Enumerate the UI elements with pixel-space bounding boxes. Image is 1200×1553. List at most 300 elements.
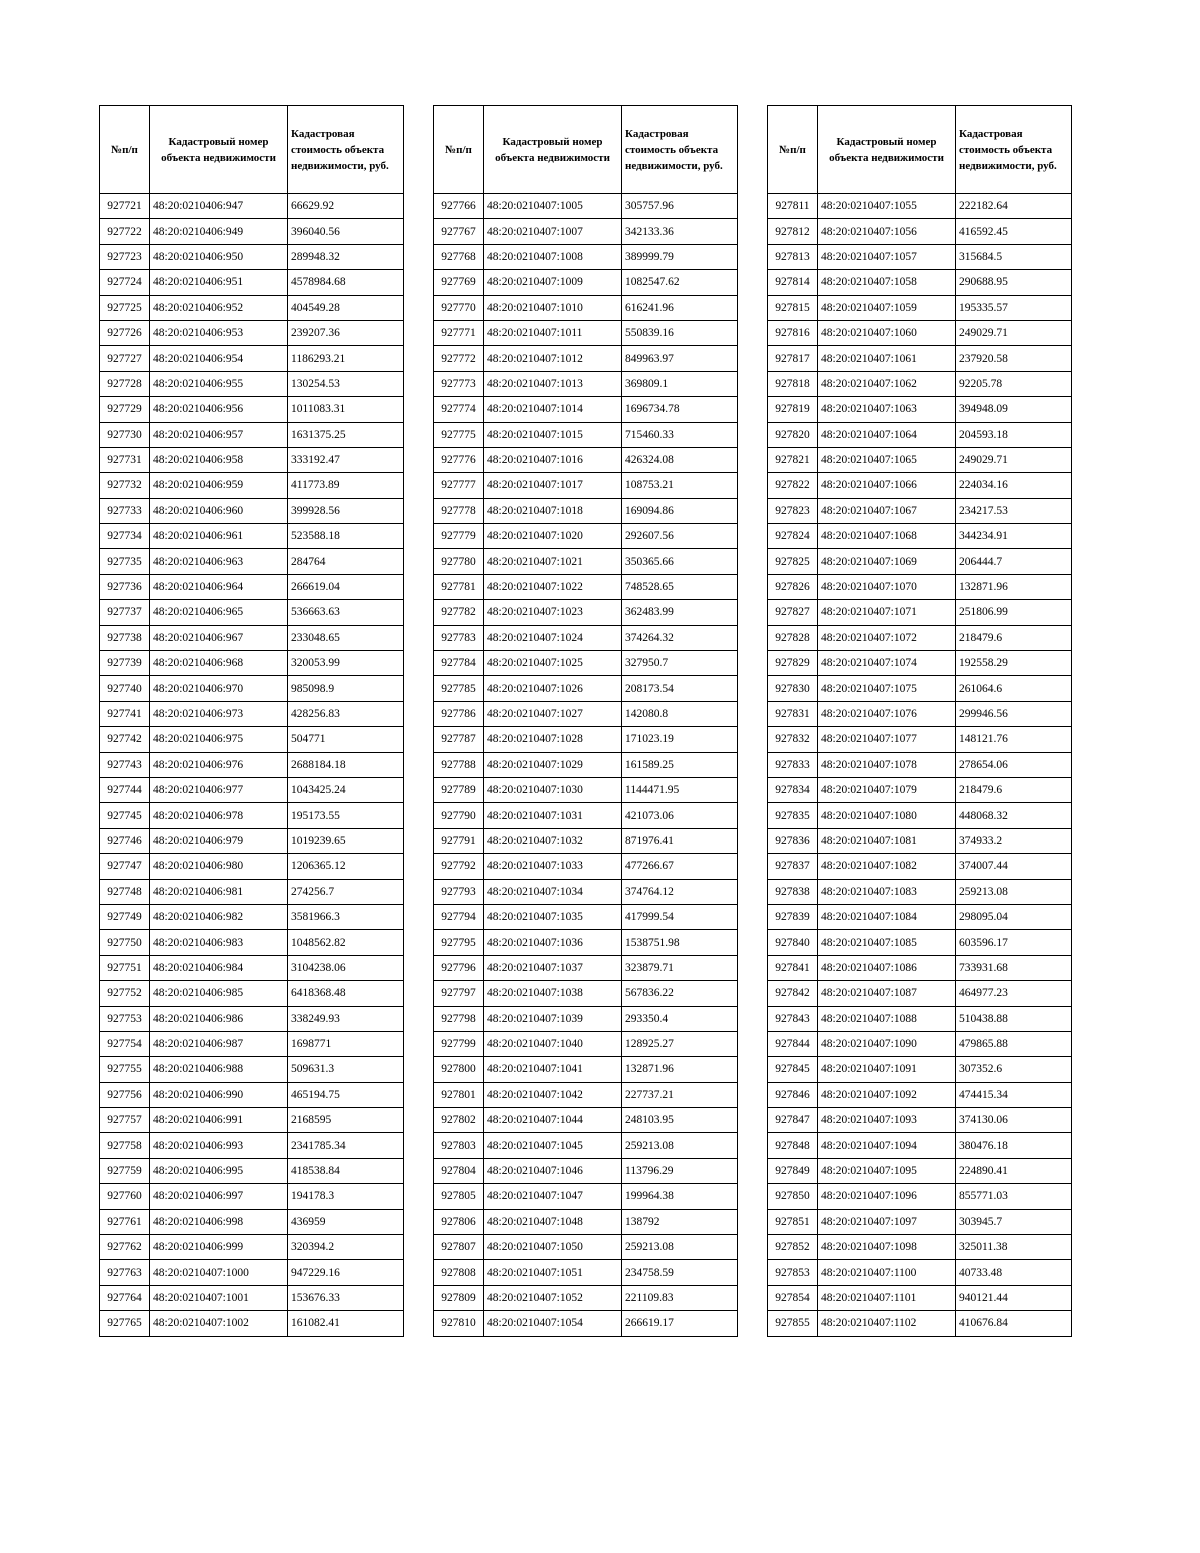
table-row [434,625,738,650]
cadastral-value-cell: 411773.89 [288,473,404,498]
table-row [100,320,404,345]
table-row [434,498,738,523]
row-number-cell: 927723 [100,244,150,269]
table-row [434,727,738,752]
cadastral-number-cell: 48:20:0210407:1063 [818,397,956,422]
cadastral-value-cell: 426324.08 [622,447,738,472]
cadastral-number-cell: 48:20:0210406:995 [150,1158,288,1183]
table-row [434,1006,738,1031]
table-row [768,727,1072,752]
cadastral-number-cell: 48:20:0210407:1069 [818,549,956,574]
table-row [768,1285,1072,1310]
cadastral-number-cell: 48:20:0210407:1090 [818,1031,956,1056]
cadastral-number-cell: 48:20:0210406:959 [150,473,288,498]
table-row [100,397,404,422]
cadastral-value-cell: 320053.99 [288,651,404,676]
cadastral-number-cell: 48:20:0210407:1022 [484,574,622,599]
cadastral-number-cell: 48:20:0210407:1093 [818,1108,956,1133]
cadastral-value-cell: 2341785.34 [288,1133,404,1158]
header-cadastral-number: Кадастровый номер объекта недвижимости [818,106,956,194]
row-number-cell: 927838 [768,879,818,904]
cadastral-number-cell: 48:20:0210406:981 [150,879,288,904]
cadastral-value-cell: 1696734.78 [622,397,738,422]
cadastral-number-cell: 48:20:0210407:1044 [484,1108,622,1133]
cadastral-number-cell: 48:20:0210407:1097 [818,1209,956,1234]
table-row [434,1235,738,1260]
table-row [768,1108,1072,1133]
cadastral-number-cell: 48:20:0210406:978 [150,803,288,828]
row-number-cell: 927819 [768,397,818,422]
cadastral-value-cell: 206444.7 [956,549,1072,574]
cadastral-value-cell: 199964.38 [622,1184,738,1209]
cadastral-value-cell: 204593.18 [956,422,1072,447]
row-number-cell: 927768 [434,244,484,269]
cadastral-value-cell: 4578984.68 [288,270,404,295]
table-row [100,1209,404,1234]
cadastral-number-cell: 48:20:0210407:1095 [818,1158,956,1183]
table-row [100,346,404,371]
cadastral-number-cell: 48:20:0210407:1066 [818,473,956,498]
table-row [100,600,404,625]
cadastral-number-cell: 48:20:0210407:1070 [818,574,956,599]
cadastral-number-cell: 48:20:0210407:1051 [484,1260,622,1285]
cadastral-value-cell: 849963.97 [622,346,738,371]
table-row [100,1057,404,1082]
row-number-cell: 927738 [100,625,150,650]
cadastral-number-cell: 48:20:0210406:958 [150,447,288,472]
header-cadastral-number: Кадастровый номер объекта недвижимости [150,106,288,194]
table-row [768,600,1072,625]
row-number-cell: 927830 [768,676,818,701]
cadastral-number-cell: 48:20:0210407:1094 [818,1133,956,1158]
cadastral-value-cell: 2688184.18 [288,752,404,777]
table-row [768,828,1072,853]
cadastral-value-cell: 153676.33 [288,1285,404,1310]
cadastral-number-cell: 48:20:0210406:951 [150,270,288,295]
cadastral-value-cell: 66629.92 [288,194,404,219]
row-number-cell: 927820 [768,422,818,447]
cadastral-number-cell: 48:20:0210407:1023 [484,600,622,625]
cadastral-value-cell: 290688.95 [956,270,1072,295]
cadastral-number-cell: 48:20:0210407:1081 [818,828,956,853]
cadastral-value-cell: 504771 [288,727,404,752]
row-number-cell: 927782 [434,600,484,625]
row-number-cell: 927747 [100,854,150,879]
row-number-cell: 927808 [434,1260,484,1285]
row-number-cell: 927743 [100,752,150,777]
table-row [768,1057,1072,1082]
cadastral-number-cell: 48:20:0210407:1027 [484,701,622,726]
cadastral-value-cell: 128925.27 [622,1031,738,1056]
table-row [100,727,404,752]
table-row [434,651,738,676]
table-row [100,524,404,549]
table-row [768,1031,1072,1056]
cadastral-number-cell: 48:20:0210407:1037 [484,955,622,980]
cadastral-value-cell: 237920.58 [956,346,1072,371]
cadastral-number-cell: 48:20:0210406:964 [150,574,288,599]
table-row [434,574,738,599]
cadastral-number-cell: 48:20:0210406:965 [150,600,288,625]
cadastral-value-cell: 161589.25 [622,752,738,777]
cadastral-value-cell: 130254.53 [288,371,404,396]
cadastral-number-cell: 48:20:0210407:1096 [818,1184,956,1209]
cadastral-number-cell: 48:20:0210407:1036 [484,930,622,955]
cadastral-number-cell: 48:20:0210406:997 [150,1184,288,1209]
table-row [434,1184,738,1209]
table-row [100,574,404,599]
cadastral-number-cell: 48:20:0210407:1075 [818,676,956,701]
cadastral-value-cell: 947229.16 [288,1260,404,1285]
cadastral-number-cell: 48:20:0210407:1091 [818,1057,956,1082]
table-row [434,1209,738,1234]
cadastral-value-cell: 940121.44 [956,1285,1072,1310]
cadastral-value-cell: 374264.32 [622,625,738,650]
cadastral-value-cell: 417999.54 [622,904,738,929]
row-number-cell: 927813 [768,244,818,269]
cadastral-number-cell: 48:20:0210407:1013 [484,371,622,396]
table-row [100,219,404,244]
table-row [768,473,1072,498]
cadastral-number-cell: 48:20:0210407:1028 [484,727,622,752]
cadastral-number-cell: 48:20:0210407:1058 [818,270,956,295]
row-number-cell: 927788 [434,752,484,777]
header-row-number: №п/п [768,106,818,194]
table-row [768,625,1072,650]
table-row [434,295,738,320]
cadastral-number-cell: 48:20:0210407:1017 [484,473,622,498]
cadastral-number-cell: 48:20:0210407:1009 [484,270,622,295]
row-number-cell: 927764 [100,1285,150,1310]
cadastral-value-cell: 249029.71 [956,320,1072,345]
table-row [434,701,738,726]
cadastral-value-cell: 266619.04 [288,574,404,599]
cadastral-value-cell: 325011.38 [956,1235,1072,1260]
cadastral-value-cell: 192558.29 [956,651,1072,676]
header-row-number: №п/п [100,106,150,194]
cadastral-number-cell: 48:20:0210407:1056 [818,219,956,244]
cadastral-value-cell: 284764 [288,549,404,574]
table-row [434,1031,738,1056]
row-number-cell: 927848 [768,1133,818,1158]
row-number-cell: 927805 [434,1184,484,1209]
table-row [768,930,1072,955]
cadastral-number-cell: 48:20:0210407:1021 [484,549,622,574]
table-row [768,397,1072,422]
cadastral-value-cell: 410676.84 [956,1311,1072,1336]
cadastral-number-cell: 48:20:0210407:1086 [818,955,956,980]
cadastral-number-cell: 48:20:0210406:953 [150,320,288,345]
table-row [768,549,1072,574]
table-row [768,1311,1072,1336]
row-number-cell: 927771 [434,320,484,345]
table-row [100,930,404,955]
row-number-cell: 927807 [434,1235,484,1260]
row-number-cell: 927726 [100,320,150,345]
table-row [100,752,404,777]
row-number-cell: 927790 [434,803,484,828]
cadastral-number-cell: 48:20:0210406:950 [150,244,288,269]
cadastral-number-cell: 48:20:0210406:963 [150,549,288,574]
cadastral-value-cell: 222182.64 [956,194,1072,219]
cadastral-value-cell: 234217.53 [956,498,1072,523]
table-row [434,371,738,396]
cadastral-number-cell: 48:20:0210407:1061 [818,346,956,371]
cadastral-number-cell: 48:20:0210407:1041 [484,1057,622,1082]
cadastral-number-cell: 48:20:0210407:1007 [484,219,622,244]
cadastral-value-cell: 509631.3 [288,1057,404,1082]
table-row [434,1285,738,1310]
cadastral-value-cell: 194178.3 [288,1184,404,1209]
table-row [434,320,738,345]
cadastral-value-cell: 224034.16 [956,473,1072,498]
table-row [100,955,404,980]
table-row [768,777,1072,802]
row-number-cell: 927814 [768,270,818,295]
row-number-cell: 927825 [768,549,818,574]
table-row [100,194,404,219]
row-number-cell: 927756 [100,1082,150,1107]
cadastral-value-cell: 479865.88 [956,1031,1072,1056]
cadastral-value-cell: 567836.22 [622,981,738,1006]
cadastral-number-cell: 48:20:0210406:968 [150,651,288,676]
cadastral-value-cell: 374764.12 [622,879,738,904]
cadastral-number-cell: 48:20:0210407:1048 [484,1209,622,1234]
cadastral-value-cell: 299946.56 [956,701,1072,726]
row-number-cell: 927795 [434,930,484,955]
cadastral-value-cell: 616241.96 [622,295,738,320]
table-row [768,803,1072,828]
cadastral-value-cell: 1048562.82 [288,930,404,955]
table-row [434,1082,738,1107]
row-number-cell: 927812 [768,219,818,244]
row-number-cell: 927852 [768,1235,818,1260]
cadastral-number-cell: 48:20:0210407:1032 [484,828,622,853]
cadastral-number-cell: 48:20:0210407:1031 [484,803,622,828]
cadastral-value-cell: 113796.29 [622,1158,738,1183]
row-number-cell: 927842 [768,981,818,1006]
cadastral-number-cell: 48:20:0210407:1050 [484,1235,622,1260]
cadastral-number-cell: 48:20:0210406:954 [150,346,288,371]
table-row [434,930,738,955]
table-row [434,1158,738,1183]
cadastral-value-cell: 333192.47 [288,447,404,472]
cadastral-number-cell: 48:20:0210407:1101 [818,1285,956,1310]
row-number-cell: 927798 [434,1006,484,1031]
cadastral-number-cell: 48:20:0210406:979 [150,828,288,853]
cadastral-number-cell: 48:20:0210406:998 [150,1209,288,1234]
row-number-cell: 927746 [100,828,150,853]
cadastral-value-cell: 234758.59 [622,1260,738,1285]
row-number-cell: 927777 [434,473,484,498]
row-number-cell: 927733 [100,498,150,523]
table-row [768,194,1072,219]
row-number-cell: 927784 [434,651,484,676]
cadastral-number-cell: 48:20:0210407:1040 [484,1031,622,1056]
cadastral-number-cell: 48:20:0210407:1018 [484,498,622,523]
row-number-cell: 927780 [434,549,484,574]
row-number-cell: 927791 [434,828,484,853]
row-number-cell: 927758 [100,1133,150,1158]
table-row [768,854,1072,879]
cadastral-value-cell: 421073.06 [622,803,738,828]
cadastral-number-cell: 48:20:0210406:993 [150,1133,288,1158]
cadastral-number-cell: 48:20:0210406:975 [150,727,288,752]
cadastral-number-cell: 48:20:0210407:1045 [484,1133,622,1158]
table-row [434,777,738,802]
row-number-cell: 927817 [768,346,818,371]
table-row [768,422,1072,447]
row-number-cell: 927815 [768,295,818,320]
cadastral-number-cell: 48:20:0210406:999 [150,1235,288,1260]
table-row [768,371,1072,396]
table-row [100,904,404,929]
table-row [768,295,1072,320]
row-number-cell: 927851 [768,1209,818,1234]
row-number-cell: 927751 [100,955,150,980]
cadastral-value-cell: 142080.8 [622,701,738,726]
row-number-cell: 927793 [434,879,484,904]
cadastral-value-cell: 259213.08 [622,1133,738,1158]
table-row [768,1133,1072,1158]
cadastral-number-cell: 48:20:0210406:985 [150,981,288,1006]
cadastral-value-cell: 1698771 [288,1031,404,1056]
cadastral-number-cell: 48:20:0210406:955 [150,371,288,396]
table-row [100,777,404,802]
cadastral-value-cell: 510438.88 [956,1006,1072,1031]
cadastral-number-cell: 48:20:0210407:1098 [818,1235,956,1260]
cadastral-value-cell: 380476.18 [956,1133,1072,1158]
row-number-cell: 927806 [434,1209,484,1234]
table-row [100,1108,404,1133]
table-row [768,1184,1072,1209]
cadastral-number-cell: 48:20:0210407:1000 [150,1260,288,1285]
table-row [434,346,738,371]
cadastral-number-cell: 48:20:0210407:1029 [484,752,622,777]
table-row [768,955,1072,980]
table-row [434,803,738,828]
cadastral-value-cell: 1082547.62 [622,270,738,295]
row-number-cell: 927732 [100,473,150,498]
row-number-cell: 927846 [768,1082,818,1107]
cadastral-number-cell: 48:20:0210407:1001 [150,1285,288,1310]
table-row [434,955,738,980]
cadastral-number-cell: 48:20:0210406:977 [150,777,288,802]
row-number-cell: 927802 [434,1108,484,1133]
row-number-cell: 927779 [434,524,484,549]
cadastral-number-cell: 48:20:0210407:1062 [818,371,956,396]
row-number-cell: 927801 [434,1082,484,1107]
cadastral-value-cell: 132871.96 [622,1057,738,1082]
row-number-cell: 927762 [100,1235,150,1260]
cadastral-number-cell: 48:20:0210407:1092 [818,1082,956,1107]
cadastral-value-cell: 218479.6 [956,625,1072,650]
cadastral-value-cell: 3104238.06 [288,955,404,980]
row-number-cell: 927816 [768,320,818,345]
cadastral-number-cell: 48:20:0210407:1055 [818,194,956,219]
table-row [100,1006,404,1031]
cadastral-number-cell: 48:20:0210407:1102 [818,1311,956,1336]
row-number-cell: 927794 [434,904,484,929]
header-cadastral-value: Кадастровая стоимость объекта недвижимости, руб. [288,106,404,194]
cadastral-value-cell: 350365.66 [622,549,738,574]
cadastral-value-cell: 221109.83 [622,1285,738,1310]
table-row [768,904,1072,929]
table-row [100,701,404,726]
table-row [100,422,404,447]
cadastral-value-cell: 1043425.24 [288,777,404,802]
table-row [100,295,404,320]
cadastral-value-cell: 855771.03 [956,1184,1072,1209]
cadastral-number-cell: 48:20:0210407:1039 [484,1006,622,1031]
row-number-cell: 927773 [434,371,484,396]
table-row [434,473,738,498]
cadastral-number-cell: 48:20:0210406:970 [150,676,288,701]
cadastral-number-cell: 48:20:0210407:1087 [818,981,956,1006]
row-number-cell: 927834 [768,777,818,802]
cadastral-number-cell: 48:20:0210406:982 [150,904,288,929]
table-header-row [768,106,1072,194]
cadastral-number-cell: 48:20:0210407:1074 [818,651,956,676]
table-row [100,549,404,574]
table-row [100,1082,404,1107]
cadastral-number-cell: 48:20:0210407:1100 [818,1260,956,1285]
table-row [100,625,404,650]
cadastral-value-cell: 132871.96 [956,574,1072,599]
cadastral-number-cell: 48:20:0210407:1064 [818,422,956,447]
row-number-cell: 927797 [434,981,484,1006]
row-number-cell: 927829 [768,651,818,676]
table-row [768,676,1072,701]
cadastral-value-cell: 227737.21 [622,1082,738,1107]
row-number-cell: 927845 [768,1057,818,1082]
table-row [434,447,738,472]
cadastral-value-cell: 733931.68 [956,955,1072,980]
row-number-cell: 927789 [434,777,484,802]
table-row [768,752,1072,777]
cadastral-number-cell: 48:20:0210407:1088 [818,1006,956,1031]
table-row [768,1260,1072,1285]
cadastral-number-cell: 48:20:0210407:1016 [484,447,622,472]
cadastral-value-cell: 338249.93 [288,1006,404,1031]
header-cadastral-number: Кадастровый номер объекта недвижимости [484,106,622,194]
cadastral-number-cell: 48:20:0210407:1010 [484,295,622,320]
row-number-cell: 927818 [768,371,818,396]
table-row [100,244,404,269]
cadastral-value-cell: 464977.23 [956,981,1072,1006]
cadastral-value-cell: 92205.78 [956,371,1072,396]
table-row [100,676,404,701]
table-row [768,1158,1072,1183]
table-row [100,1184,404,1209]
table-body [100,194,404,1337]
table-row [100,498,404,523]
table-row [100,1158,404,1183]
table-row [100,371,404,396]
table-row [768,1082,1072,1107]
cadastral-number-cell: 48:20:0210407:1046 [484,1158,622,1183]
row-number-cell: 927744 [100,777,150,802]
table-row [100,1133,404,1158]
row-number-cell: 927855 [768,1311,818,1336]
cadastral-value-cell: 362483.99 [622,600,738,625]
row-number-cell: 927809 [434,1285,484,1310]
cadastral-value-cell: 465194.75 [288,1082,404,1107]
row-number-cell: 927757 [100,1108,150,1133]
cadastral-number-cell: 48:20:0210406:980 [150,854,288,879]
cadastral-table-2 [433,105,738,1337]
row-number-cell: 927824 [768,524,818,549]
